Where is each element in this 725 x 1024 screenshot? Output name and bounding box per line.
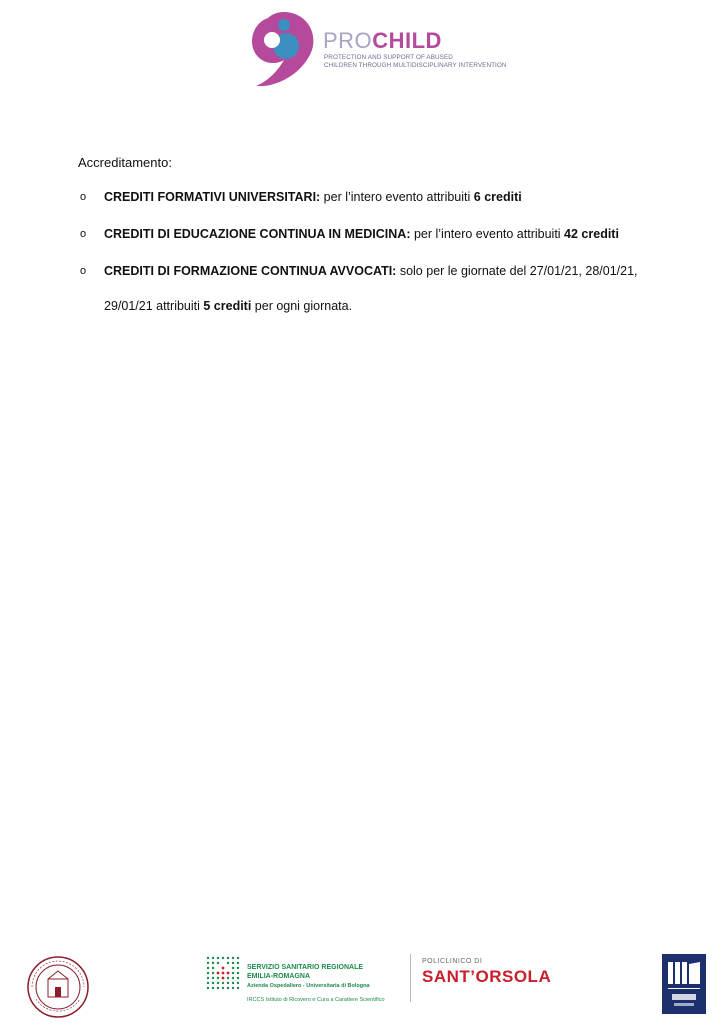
prochild-logo-icon bbox=[248, 10, 320, 90]
policlinico-logo bbox=[422, 958, 551, 987]
prochild-title-pro: PRO bbox=[323, 28, 373, 53]
accreditation-heading: Accreditamento: bbox=[78, 155, 172, 170]
credit-list bbox=[80, 190, 680, 336]
credit-item-university bbox=[80, 190, 680, 205]
footer-logos bbox=[0, 940, 725, 1024]
prochild-title bbox=[323, 30, 442, 52]
credit-value: 42 crediti bbox=[564, 227, 619, 241]
credit-cont-text-end: per ogni giornata. bbox=[251, 299, 353, 313]
unibo-seal-icon bbox=[26, 955, 90, 1019]
footer-divider bbox=[410, 954, 411, 1002]
policlinico-name: SANT’ORSOLA bbox=[422, 967, 552, 986]
credit-item-medicine bbox=[80, 227, 680, 242]
prochild-logo bbox=[248, 10, 518, 90]
credit-cont-text: 29/01/21 attribuiti bbox=[104, 299, 204, 313]
bullet-icon: o bbox=[80, 228, 87, 240]
ssr-irccs: IRCCS Istituto di Ricovero e Cura a Carattere Scientifico bbox=[247, 997, 385, 1003]
credit-value: 5 crediti bbox=[203, 299, 252, 313]
prochild-title-child: CHILD bbox=[372, 28, 442, 53]
credit-text: per l’intero evento attribuiti bbox=[320, 190, 474, 204]
credit-label: CREDITI FORMATIVI UNIVERSITARI: bbox=[104, 190, 321, 204]
credit-value: 6 crediti bbox=[473, 190, 522, 204]
credit-continuation bbox=[104, 299, 680, 314]
credit-label: CREDITI DI EDUCAZIONE CONTINUA IN MEDICINA: bbox=[104, 227, 411, 241]
ssr-title-line2: EMILIA-ROMAGNA bbox=[247, 973, 310, 980]
ssr-dots-icon bbox=[205, 955, 241, 991]
forense-logo-icon bbox=[662, 954, 706, 1014]
credit-text: solo per le giornate del 27/01/21, 28/01/21, bbox=[396, 264, 638, 278]
credit-item-lawyers bbox=[80, 264, 680, 314]
ssr-logo bbox=[205, 955, 415, 1005]
prochild-subtitle bbox=[324, 54, 524, 70]
credit-label: CREDITI DI FORMAZIONE CONTINUA AVVOCATI: bbox=[104, 264, 397, 278]
ssr-title bbox=[247, 963, 363, 981]
policlinico-label: POLICLINICO DI bbox=[422, 958, 483, 965]
ssr-azienda: Azienda Ospedaliero - Universitaria di Bologna bbox=[247, 983, 370, 989]
credit-text: per l’intero evento attribuiti bbox=[410, 227, 565, 241]
prochild-subtitle-line1: PROTECTION AND SUPPORT OF ABUSED bbox=[324, 54, 453, 61]
ssr-title-line1: SERVIZIO SANITARIO REGIONALE bbox=[247, 964, 364, 971]
bullet-icon: o bbox=[80, 191, 87, 203]
prochild-subtitle-line2: CHILDREN THROUGH MULTIDISCIPLINARY INTERVENTION bbox=[324, 62, 507, 69]
bullet-icon: o bbox=[80, 265, 87, 277]
